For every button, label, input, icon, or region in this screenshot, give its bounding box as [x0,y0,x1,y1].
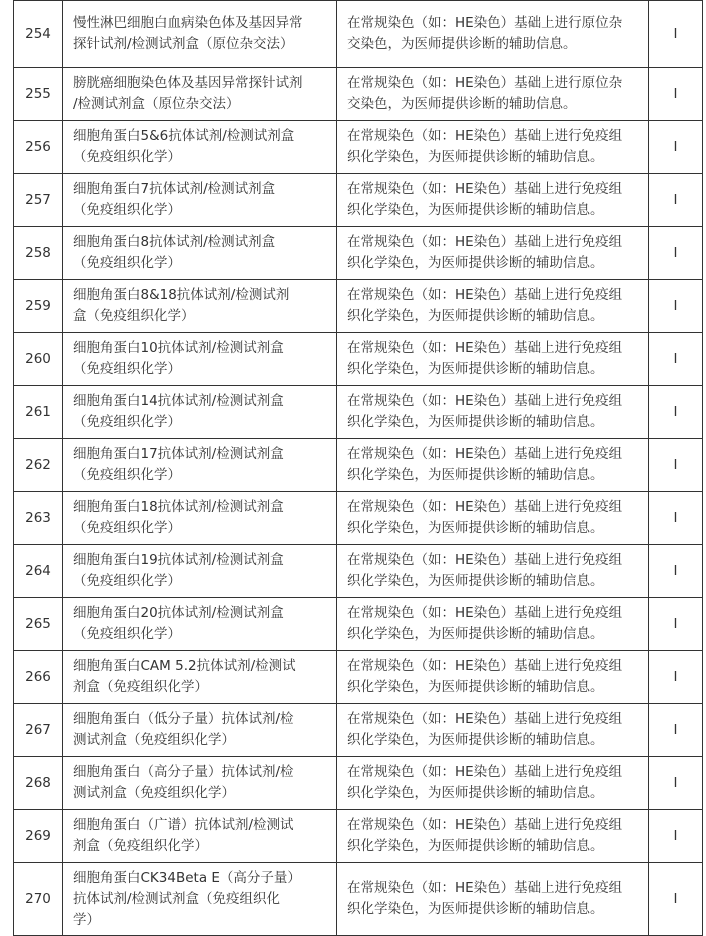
intended-use-cell [337,227,649,280]
table-row [14,810,703,863]
intended-use-line: 在常规染色（如：HE染色）基础上进行免疫组 [347,393,623,409]
product-name-cell [63,598,337,651]
product-name-line: 测试剂盒（免疫组织化学） [73,732,235,748]
product-name-cell [63,333,337,386]
row-number-cell: 256 [14,121,63,174]
product-name-line: （免疫组织化学） [73,149,181,165]
intended-use-line: 织化学染色，为医师提供诊断的辅助信息。 [347,573,604,589]
device-class-cell: I [649,121,703,174]
product-name-cell [63,439,337,492]
intended-use-line: 在常规染色（如：HE染色）基础上进行免疫组 [347,128,623,144]
device-class-cell: I [649,386,703,439]
product-name-line: 剂盒（免疫组织化学） [73,838,208,854]
product-name-line: （免疫组织化学） [73,467,181,483]
table-row [14,545,703,598]
product-name-cell [63,227,337,280]
row-number-cell: 269 [14,810,63,863]
table-row [14,439,703,492]
product-name-line: /检测试剂盒（原位杂交法） [73,96,240,112]
intended-use-line: 在常规染色（如：HE染色）基础上进行免疫组 [347,340,623,356]
row-number-cell: 268 [14,757,63,810]
intended-use-line: 在常规染色（如：HE染色）基础上进行免疫组 [347,446,623,462]
intended-use-line: 织化学染色，为医师提供诊断的辅助信息。 [347,202,604,218]
device-class-cell: I [649,757,703,810]
intended-use-cell [337,704,649,757]
product-name-cell [63,386,337,439]
intended-use-line: 织化学染色，为医师提供诊断的辅助信息。 [347,838,604,854]
row-number-cell: 266 [14,651,63,704]
product-name-line: 细胞角蛋白（广谱）抗体试剂/检测试 [73,817,294,833]
table-row [14,651,703,704]
intended-use-line: 织化学染色，为医师提供诊断的辅助信息。 [347,901,604,917]
intended-use-line: 织化学染色，为医师提供诊断的辅助信息。 [347,414,604,430]
intended-use-cell [337,545,649,598]
intended-use-cell [337,333,649,386]
product-name-line: 膀胱癌细胞染色体及基因异常探针试剂 [73,75,303,91]
table-row [14,704,703,757]
intended-use-line: 在常规染色（如：HE染色）基础上进行免疫组 [347,287,623,303]
product-name-line: 细胞角蛋白CAM 5.2抗体试剂/检测试 [73,658,296,674]
product-name-line: （免疫组织化学） [73,626,181,642]
product-name-line: 细胞角蛋白8抗体试剂/检测试剂盒 [73,234,276,250]
intended-use-cell [337,598,649,651]
product-name-line: （免疫组织化学） [73,520,181,536]
table-row [14,1,703,68]
product-name-line: 盒（免疫组织化学） [73,308,195,324]
product-name-line: 细胞角蛋白7抗体试剂/检测试剂盒 [73,181,276,197]
intended-use-cell [337,757,649,810]
product-name-cell [63,545,337,598]
reagent-table-body [14,1,703,936]
device-class-cell: I [649,333,703,386]
product-name-line: 抗体试剂/检测试剂盒（免疫组织化 [73,890,281,907]
product-name-line: 细胞角蛋白10抗体试剂/检测试剂盒 [73,340,284,356]
product-name-cell [63,174,337,227]
table-row [14,598,703,651]
table-row [14,492,703,545]
row-number-cell: 263 [14,492,63,545]
product-name-line: 探针试剂/检测试剂盒（原位杂交法） [73,36,294,52]
product-name-line: （免疫组织化学） [73,202,181,218]
product-name-cell [63,1,337,68]
product-name-line: 慢性淋巴细胞白血病染色体及基因异常 [73,15,303,31]
device-class-cell: I [649,68,703,121]
intended-use-cell [337,651,649,704]
device-class-cell: I [649,810,703,863]
table-row [14,863,703,936]
intended-use-cell [337,492,649,545]
row-number-cell: 270 [14,863,63,936]
device-class-cell: I [649,1,703,68]
intended-use-cell [337,439,649,492]
row-number-cell: 254 [14,1,63,68]
intended-use-line: 在常规染色（如：HE染色）基础上进行免疫组 [347,817,623,833]
product-name-line: 细胞角蛋白20抗体试剂/检测试剂盒 [73,605,284,621]
product-name-cell [63,704,337,757]
device-class-cell: I [649,545,703,598]
product-name-cell [63,651,337,704]
device-class-cell: I [649,439,703,492]
table-row [14,227,703,280]
intended-use-line: 织化学染色，为医师提供诊断的辅助信息。 [347,149,604,165]
device-class-cell: I [649,227,703,280]
device-class-cell: I [649,704,703,757]
intended-use-line: 织化学染色，为医师提供诊断的辅助信息。 [347,520,604,536]
product-name-cell [63,863,337,936]
intended-use-line: 织化学染色，为医师提供诊断的辅助信息。 [347,255,604,271]
intended-use-cell [337,280,649,333]
row-number-cell: 258 [14,227,63,280]
intended-use-line: 在常规染色（如：HE染色）基础上进行免疫组 [347,764,623,780]
intended-use-line: 在常规染色（如：HE染色）基础上进行原位杂 [347,75,623,91]
product-name-line: 剂盒（免疫组织化学） [73,679,208,695]
product-name-cell [63,121,337,174]
table-row [14,121,703,174]
row-number-cell: 262 [14,439,63,492]
intended-use-line: 织化学染色，为医师提供诊断的辅助信息。 [347,361,604,377]
product-name-line: （免疫组织化学） [73,573,181,589]
product-name-line: 学） [73,911,100,928]
device-class-cell: I [649,651,703,704]
device-class-cell: I [649,863,703,936]
product-name-line: 测试剂盒（免疫组织化学） [73,785,235,801]
product-name-line: 细胞角蛋白18抗体试剂/检测试剂盒 [73,499,284,515]
product-name-line: 细胞角蛋白17抗体试剂/检测试剂盒 [73,446,284,462]
product-name-line: （免疫组织化学） [73,414,181,430]
intended-use-line: 织化学染色，为医师提供诊断的辅助信息。 [347,626,604,642]
intended-use-cell [337,174,649,227]
intended-use-line: 交染色，为医师提供诊断的辅助信息。 [347,96,577,112]
product-name-line: 细胞角蛋白（低分子量）抗体试剂/检 [73,711,294,727]
row-number-cell: 260 [14,333,63,386]
product-name-cell [63,68,337,121]
product-name-line: 细胞角蛋白8&18抗体试剂/检测试剂 [73,287,290,303]
product-name-cell [63,757,337,810]
intended-use-line: 在常规染色（如：HE染色）基础上进行免疫组 [347,181,623,197]
intended-use-cell [337,386,649,439]
intended-use-line: 织化学染色，为医师提供诊断的辅助信息。 [347,679,604,695]
intended-use-cell [337,121,649,174]
intended-use-cell [337,1,649,68]
row-number-cell: 255 [14,68,63,121]
product-name-line: （免疫组织化学） [73,255,181,271]
row-number-cell: 265 [14,598,63,651]
device-class-cell: I [649,280,703,333]
row-number-cell: 267 [14,704,63,757]
device-class-cell: I [649,174,703,227]
product-name-line: 细胞角蛋白19抗体试剂/检测试剂盒 [73,552,284,568]
intended-use-line: 织化学染色，为医师提供诊断的辅助信息。 [347,308,604,324]
row-number-cell: 259 [14,280,63,333]
intended-use-line: 在常规染色（如：HE染色）基础上进行免疫组 [347,499,623,515]
table-row [14,280,703,333]
table-row [14,333,703,386]
product-name-line: 细胞角蛋白CK34Beta E（高分子量） [73,869,301,886]
intended-use-line: 在常规染色（如：HE染色）基础上进行免疫组 [347,711,623,727]
product-name-line: 细胞角蛋白5&6抗体试剂/检测试剂盒 [73,128,295,144]
product-name-line: 细胞角蛋白（高分子量）抗体试剂/检 [73,764,294,780]
table-row [14,757,703,810]
intended-use-line: 在常规染色（如：HE染色）基础上进行免疫组 [347,605,623,621]
intended-use-cell [337,810,649,863]
product-name-line: 细胞角蛋白14抗体试剂/检测试剂盒 [73,393,284,409]
row-number-cell: 257 [14,174,63,227]
row-number-cell: 261 [14,386,63,439]
intended-use-line: 在常规染色（如：HE染色）基础上进行免疫组 [347,552,623,568]
product-name-cell [63,492,337,545]
table-row [14,68,703,121]
intended-use-line: 在常规染色（如：HE染色）基础上进行原位杂 [347,15,623,31]
intended-use-line: 在常规染色（如：HE染色）基础上进行免疫组 [347,234,623,250]
row-number-cell: 264 [14,545,63,598]
reagent-table [13,0,703,936]
device-class-cell: I [649,598,703,651]
intended-use-cell [337,68,649,121]
intended-use-line: 织化学染色，为医师提供诊断的辅助信息。 [347,732,604,748]
product-name-cell [63,280,337,333]
device-class-cell: I [649,492,703,545]
product-name-line: （免疫组织化学） [73,361,181,377]
table-row [14,386,703,439]
intended-use-line: 在常规染色（如：HE染色）基础上进行免疫组 [347,658,623,674]
intended-use-line: 在常规染色（如：HE染色）基础上进行免疫组 [347,880,623,896]
table-row [14,174,703,227]
intended-use-line: 织化学染色，为医师提供诊断的辅助信息。 [347,467,604,483]
intended-use-cell [337,863,649,936]
intended-use-line: 织化学染色，为医师提供诊断的辅助信息。 [347,785,604,801]
product-name-cell [63,810,337,863]
intended-use-line: 交染色，为医师提供诊断的辅助信息。 [347,36,577,52]
